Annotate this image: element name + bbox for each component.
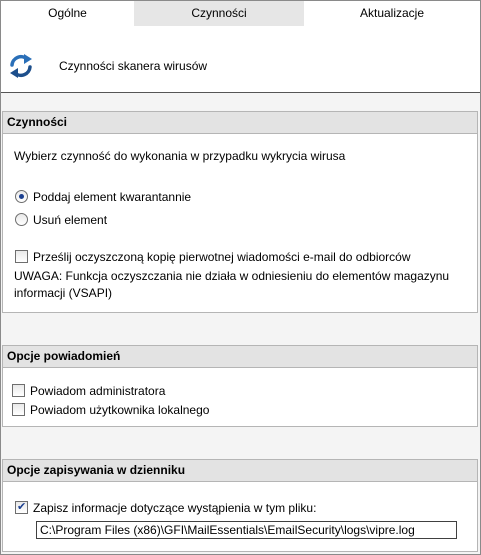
actions-section-title: Czynności — [3, 112, 477, 134]
quarantine-radio[interactable] — [15, 190, 28, 203]
notify-admin-checkbox[interactable] — [12, 384, 25, 397]
actions-prompt: Wybierz czynność do wykonania w przypadku wykrycia wirusa — [14, 149, 346, 163]
note-line-1: UWAGA: Funkcja oczyszczania nie działa w odniesieniu do elementów magazynu — [14, 269, 450, 283]
tab-bar — [1, 1, 480, 26]
delete-label[interactable]: Usuń element — [33, 213, 108, 227]
notify-admin-label[interactable]: Powiadom administratora — [30, 384, 166, 398]
note-line-2: informacji (VSAPI) — [14, 286, 113, 300]
write-log-checkbox[interactable] — [15, 501, 28, 514]
tab-updates[interactable]: Aktualizacje — [359, 6, 425, 20]
notify-local-user-label[interactable]: Powiadom użytkownika lokalnego — [30, 403, 210, 417]
forward-clean-label[interactable]: Prześlij oczyszczoną kopię pierwotnej wiadomości e-mail do odbiorców — [33, 250, 411, 264]
tab-general[interactable]: Ogólne — [48, 6, 87, 20]
notifications-section — [2, 345, 478, 427]
write-log-label[interactable]: Zapisz informacje dotyczące wystąpienia w tym pliku: — [33, 501, 317, 515]
logging-section — [2, 459, 478, 552]
notifications-section-title: Opcje powiadomień — [3, 346, 477, 368]
panel-title: Czynności skanera wirusów — [59, 59, 208, 73]
panel-header — [1, 26, 480, 93]
log-path-input[interactable]: C:\Program Files (x86)\GFI\MailEssentials\EmailSecurity\logs\vipre.log — [36, 521, 457, 539]
delete-radio[interactable] — [15, 213, 28, 226]
refresh-arrows-icon — [8, 53, 34, 79]
quarantine-label[interactable]: Poddaj element kwarantannie — [33, 190, 192, 204]
actions-section — [2, 111, 478, 313]
notify-local-user-checkbox[interactable] — [12, 403, 25, 416]
forward-clean-checkbox[interactable] — [15, 250, 28, 263]
tab-actions[interactable]: Czynności — [134, 1, 304, 26]
logging-section-title: Opcje zapisywania w dzienniku — [3, 460, 477, 482]
